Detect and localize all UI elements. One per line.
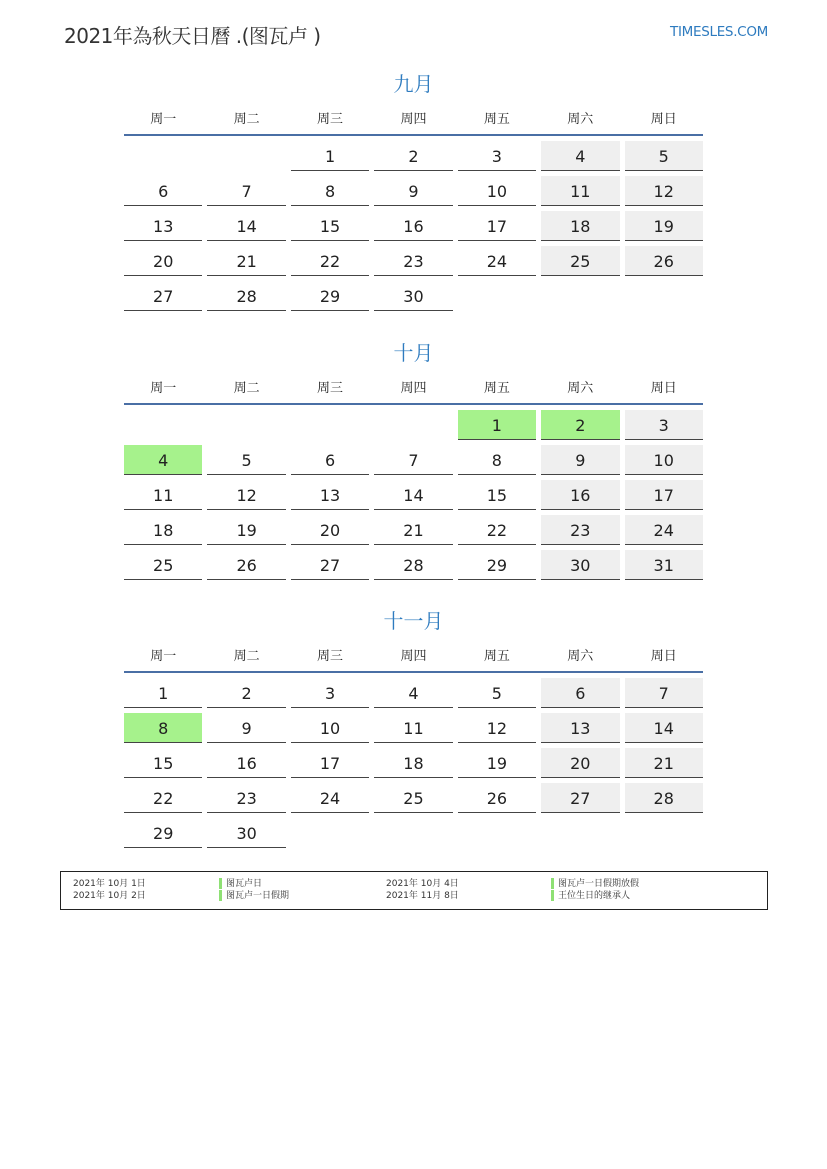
- weekday-header: [124, 643, 703, 671]
- legend-date: 2021年 10月 1日: [73, 879, 146, 889]
- empty-day-cell: [541, 818, 619, 848]
- day-cell[interactable]: 24: [291, 783, 369, 813]
- day-cell[interactable]: 12: [207, 480, 285, 510]
- empty-day-cell: [374, 818, 452, 848]
- empty-day-cell: [291, 818, 369, 848]
- header-divider: [124, 671, 703, 673]
- legend-date: 2021年 11月 8日: [386, 891, 459, 901]
- week-row: [124, 141, 703, 171]
- week-row: [124, 281, 703, 311]
- holiday-marker-icon: [551, 890, 554, 901]
- site-brand-link[interactable]: TIMESLES.COM: [670, 24, 768, 40]
- weekday-label: 周四: [400, 649, 427, 664]
- week-row: [124, 410, 703, 440]
- week-row: [124, 678, 703, 708]
- week-row: [124, 211, 703, 241]
- legend-holiday: [551, 878, 639, 890]
- empty-day-cell: [458, 281, 536, 311]
- month-block: [124, 70, 703, 311]
- day-cell[interactable]: 16: [207, 748, 285, 778]
- day-cell[interactable]: 2: [207, 678, 285, 708]
- day-cell[interactable]: 5: [458, 678, 536, 708]
- weekend-day-cell[interactable]: 13: [541, 713, 619, 743]
- day-cell[interactable]: 22: [291, 246, 369, 276]
- day-cell[interactable]: 18: [124, 515, 202, 545]
- week-row: [124, 176, 703, 206]
- week-row: [124, 515, 703, 545]
- day-cell[interactable]: 5: [207, 445, 285, 475]
- day-cell[interactable]: 30: [207, 818, 285, 848]
- day-cell[interactable]: 6: [291, 445, 369, 475]
- day-cell[interactable]: 21: [207, 246, 285, 276]
- empty-day-cell: [124, 141, 202, 171]
- week-row: [124, 480, 703, 510]
- weekend-day-cell[interactable]: 3: [625, 410, 703, 440]
- weekday-label: 周日: [650, 112, 677, 127]
- legend-holiday: [551, 890, 630, 902]
- day-cell[interactable]: 8: [458, 445, 536, 475]
- weekday-label: 周日: [650, 381, 677, 396]
- day-cell[interactable]: 13: [124, 211, 202, 241]
- day-cell[interactable]: 29: [291, 281, 369, 311]
- day-cell[interactable]: 15: [458, 480, 536, 510]
- weekend-day-cell[interactable]: 25: [541, 246, 619, 276]
- weekend-day-cell[interactable]: 5: [625, 141, 703, 171]
- day-cell[interactable]: 20: [291, 515, 369, 545]
- day-cell[interactable]: 13: [291, 480, 369, 510]
- day-cell[interactable]: 29: [124, 818, 202, 848]
- weekday-label: 周六: [567, 112, 594, 127]
- week-row: [124, 818, 703, 848]
- day-cell[interactable]: 24: [458, 246, 536, 276]
- day-cell[interactable]: 3: [291, 678, 369, 708]
- month-title: 十一月: [383, 609, 444, 633]
- weekday-label: 周四: [400, 112, 427, 127]
- weekend-day-cell[interactable]: 10: [625, 445, 703, 475]
- empty-day-cell: [458, 818, 536, 848]
- day-cell[interactable]: 7: [374, 445, 452, 475]
- weekend-day-cell[interactable]: 20: [541, 748, 619, 778]
- weekday-header: [124, 106, 703, 134]
- empty-day-cell: [625, 281, 703, 311]
- day-cell[interactable]: 14: [207, 211, 285, 241]
- day-cell[interactable]: 12: [458, 713, 536, 743]
- weekday-label: 周二: [233, 649, 260, 664]
- weekend-day-cell[interactable]: 7: [625, 678, 703, 708]
- month-block: [124, 339, 703, 580]
- empty-day-cell: [207, 141, 285, 171]
- day-cell[interactable]: 4: [374, 678, 452, 708]
- day-cell[interactable]: 29: [458, 550, 536, 580]
- day-cell[interactable]: 23: [374, 246, 452, 276]
- day-cell[interactable]: 11: [374, 713, 452, 743]
- weekday-header: [124, 375, 703, 403]
- empty-day-cell: [541, 281, 619, 311]
- weekday-label: 周四: [400, 381, 427, 396]
- weekend-day-cell[interactable]: 4: [541, 141, 619, 171]
- legend-holiday-name: 图瓦卢一日假期: [226, 891, 290, 901]
- weekday-label: 周日: [650, 649, 677, 664]
- weekday-label: 周二: [233, 112, 260, 127]
- day-cell[interactable]: 6: [124, 176, 202, 206]
- week-row: [124, 246, 703, 276]
- weekend-day-cell[interactable]: 14: [625, 713, 703, 743]
- weekend-day-cell[interactable]: 23: [541, 515, 619, 545]
- weekend-day-cell[interactable]: 27: [541, 783, 619, 813]
- week-row: [124, 550, 703, 580]
- week-row: [124, 748, 703, 778]
- week-row: [124, 783, 703, 813]
- legend-date: 2021年 10月 4日: [386, 879, 459, 889]
- day-cell[interactable]: 17: [458, 211, 536, 241]
- weekday-label: 周三: [317, 112, 344, 127]
- weekday-label: 周三: [317, 381, 344, 396]
- legend-holiday-name: 图瓦卢日: [226, 879, 263, 889]
- header-divider: [124, 134, 703, 136]
- weekend-day-cell[interactable]: 12: [625, 176, 703, 206]
- week-row: [124, 713, 703, 743]
- month-title: 十月: [393, 341, 434, 365]
- day-cell[interactable]: 19: [207, 515, 285, 545]
- weekend-day-cell[interactable]: 26: [625, 246, 703, 276]
- day-cell[interactable]: 27: [124, 281, 202, 311]
- day-cell[interactable]: 16: [374, 211, 452, 241]
- day-cell[interactable]: 1: [291, 141, 369, 171]
- month-title: 九月: [393, 72, 434, 96]
- holiday-day-cell[interactable]: 4: [124, 445, 202, 475]
- day-cell[interactable]: 9: [207, 713, 285, 743]
- weekday-label: 周六: [567, 649, 594, 664]
- weekend-day-cell[interactable]: 17: [625, 480, 703, 510]
- weekday-label: 周一: [150, 381, 177, 396]
- weekend-day-cell[interactable]: 9: [541, 445, 619, 475]
- empty-day-cell: [374, 410, 452, 440]
- weekend-day-cell[interactable]: 21: [625, 748, 703, 778]
- legend-date: 2021年 10月 2日: [73, 891, 146, 901]
- weekday-label: 周六: [567, 381, 594, 396]
- weekend-day-cell[interactable]: 6: [541, 678, 619, 708]
- day-cell[interactable]: 23: [207, 783, 285, 813]
- day-cell[interactable]: 10: [291, 713, 369, 743]
- weekend-day-cell[interactable]: 30: [541, 550, 619, 580]
- day-cell[interactable]: 15: [124, 748, 202, 778]
- day-cell[interactable]: 22: [124, 783, 202, 813]
- holiday-legend: [60, 871, 768, 910]
- holiday-marker-icon: [551, 878, 554, 889]
- legend-holiday-name: 图瓦卢一日假期放假: [558, 879, 640, 889]
- day-cell[interactable]: 8: [291, 176, 369, 206]
- empty-day-cell: [625, 818, 703, 848]
- day-cell[interactable]: 25: [124, 550, 202, 580]
- weekend-day-cell[interactable]: 19: [625, 211, 703, 241]
- day-cell[interactable]: 10: [458, 176, 536, 206]
- holiday-marker-icon: [219, 890, 222, 901]
- day-cell[interactable]: 2: [374, 141, 452, 171]
- weekday-label: 周二: [233, 381, 260, 396]
- day-cell[interactable]: 17: [291, 748, 369, 778]
- legend-holiday: [219, 890, 289, 902]
- weekday-label: 周五: [483, 112, 510, 127]
- legend-holiday: [219, 878, 262, 890]
- day-cell[interactable]: 28: [374, 550, 452, 580]
- weekday-label: 周五: [483, 649, 510, 664]
- day-cell[interactable]: 14: [374, 480, 452, 510]
- holiday-day-cell[interactable]: 8: [124, 713, 202, 743]
- day-cell[interactable]: 1: [124, 678, 202, 708]
- day-cell[interactable]: 22: [458, 515, 536, 545]
- weekend-day-cell[interactable]: 11: [541, 176, 619, 206]
- day-cell[interactable]: 30: [374, 281, 452, 311]
- empty-day-cell: [291, 410, 369, 440]
- day-cell[interactable]: 26: [458, 783, 536, 813]
- empty-day-cell: [207, 410, 285, 440]
- day-cell[interactable]: 11: [124, 480, 202, 510]
- holiday-marker-icon: [219, 878, 222, 889]
- header-divider: [124, 403, 703, 405]
- day-cell[interactable]: 3: [458, 141, 536, 171]
- week-row: [124, 445, 703, 475]
- day-cell[interactable]: 7: [207, 176, 285, 206]
- day-cell[interactable]: 19: [458, 748, 536, 778]
- legend-holiday-name: 王位生日的继承人: [558, 891, 631, 901]
- day-cell[interactable]: 9: [374, 176, 452, 206]
- weekday-label: 周一: [150, 112, 177, 127]
- weekend-day-cell[interactable]: 18: [541, 211, 619, 241]
- day-cell[interactable]: 21: [374, 515, 452, 545]
- day-cell[interactable]: 18: [374, 748, 452, 778]
- day-cell[interactable]: 25: [374, 783, 452, 813]
- weekend-day-cell[interactable]: 16: [541, 480, 619, 510]
- day-cell[interactable]: 26: [207, 550, 285, 580]
- day-cell[interactable]: 27: [291, 550, 369, 580]
- weekend-day-cell[interactable]: 24: [625, 515, 703, 545]
- holiday-day-cell[interactable]: 1: [458, 410, 536, 440]
- empty-day-cell: [124, 410, 202, 440]
- weekday-label: 周三: [317, 649, 344, 664]
- weekday-label: 周五: [483, 381, 510, 396]
- month-block: [124, 607, 703, 848]
- day-cell[interactable]: 20: [124, 246, 202, 276]
- page-title: 2021年為秋天日曆 .(图瓦卢 ): [64, 24, 321, 48]
- day-cell[interactable]: 15: [291, 211, 369, 241]
- weekday-label: 周一: [150, 649, 177, 664]
- weekend-day-cell[interactable]: 31: [625, 550, 703, 580]
- holiday-day-cell[interactable]: 2: [541, 410, 619, 440]
- day-cell[interactable]: 28: [207, 281, 285, 311]
- weekend-day-cell[interactable]: 28: [625, 783, 703, 813]
